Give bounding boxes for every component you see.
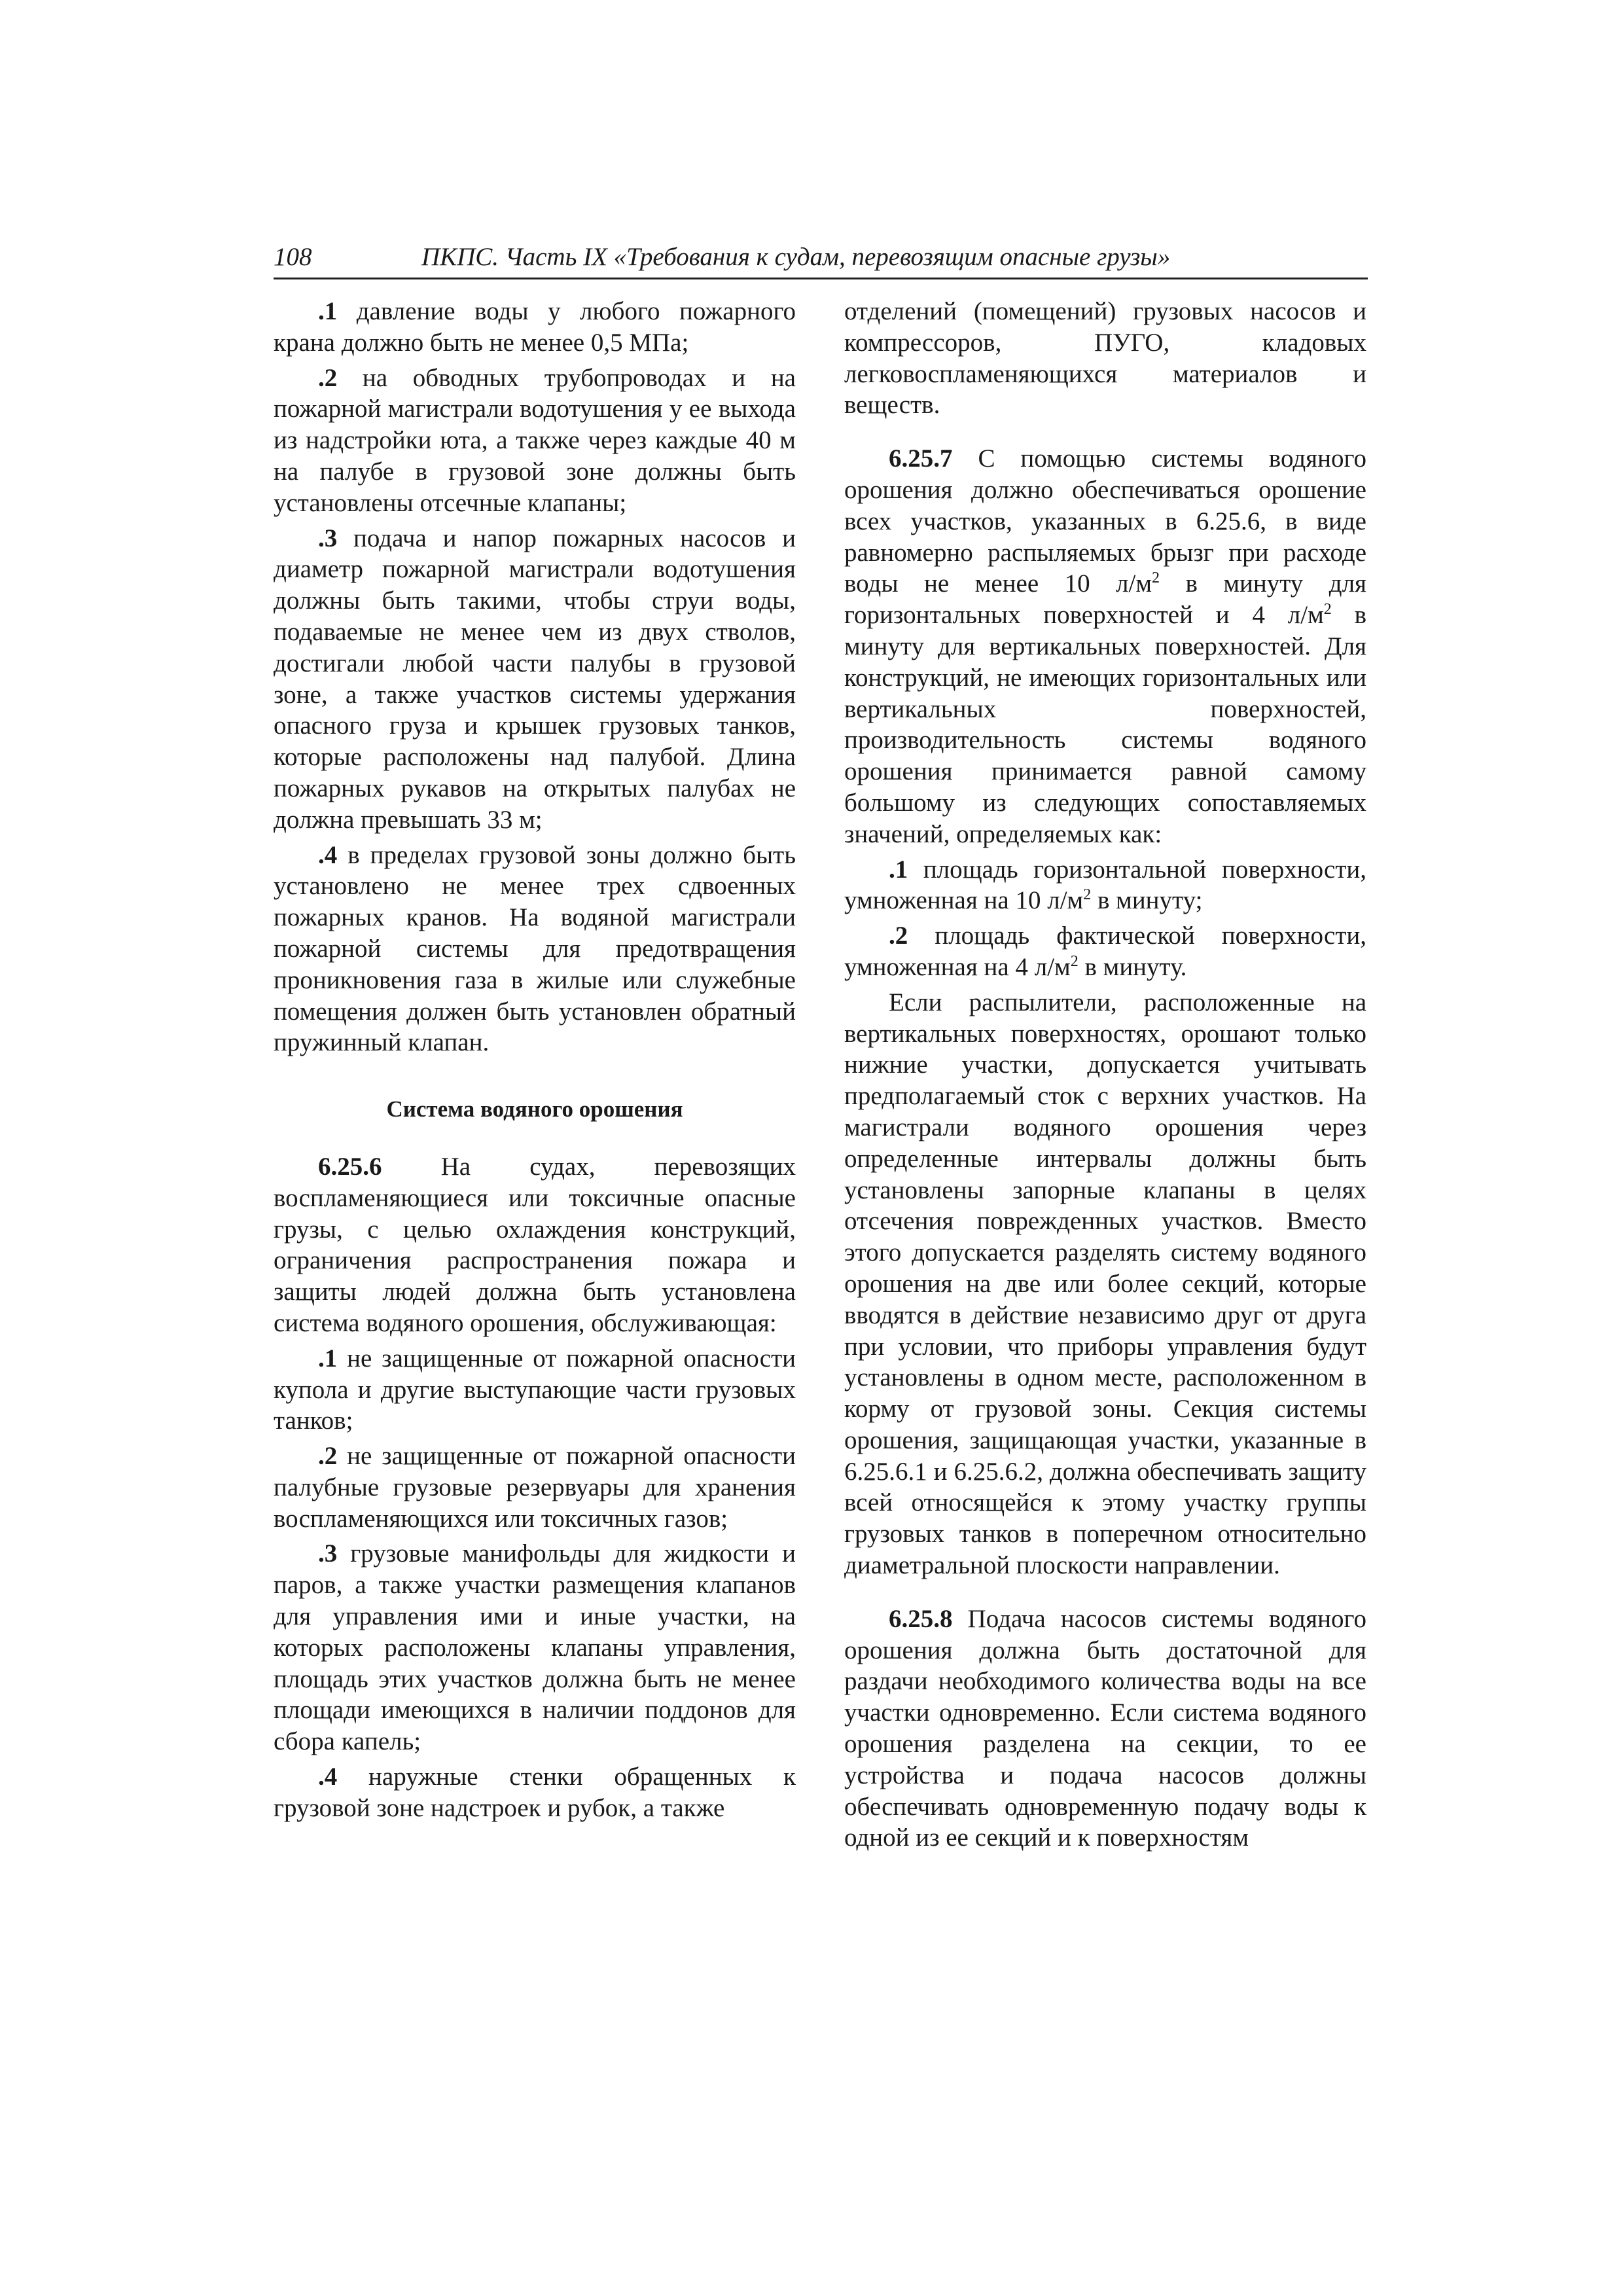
- section-heading: Система водяного орошения: [386, 1096, 683, 1122]
- paragraph-6-25-6-1: [274, 1343, 796, 1437]
- item-text: на обводных трубопроводах и на пожарной магистрали водотушения у ее выхода из надстройки юта, а также через каждые 40 м на палубе в грузовой зоне должны быть установлены отсечные клапаны;: [274, 363, 796, 517]
- paragraph-6-25-7-2: [844, 920, 1366, 983]
- item-text: подача и напор пожарных насосов и диаметр пожарной магистрали водотушения должны быть такими, чтобы струи воды, подаваемые не менее чем из двух стволов, достигали любой части палубы в грузовой зоне, а также участков системы удержания опасного груза и крышек грузовых танков, которые расположены над палубой. Длина пожарных рукавов на открытых палубах не должна превышать 33 м;: [274, 524, 796, 834]
- clause-text: С помощью системы водяного орошения должно обеспечиваться орошение всех участков, указанных в 6.25.6, в виде равномерно распыляемых брызг при расходе воды не менее 10 л/м: [844, 444, 1367, 598]
- paragraph-6-25-6: [274, 1151, 796, 1339]
- paragraph-item-3: [274, 523, 796, 836]
- paragraph-item-4: [274, 840, 796, 1059]
- paragraph-item-2: [274, 363, 796, 519]
- item-text: в минуту.: [1078, 952, 1187, 981]
- paragraph-6-25-8: [844, 1604, 1366, 1854]
- item-number: .2: [318, 1442, 338, 1471]
- paragraph-6-25-6-2: [274, 1441, 796, 1534]
- item-text: в минуту;: [1091, 886, 1203, 915]
- item-text: давление воды у любого пожарного крана должно быть не менее 0,5 МПа;: [274, 297, 796, 357]
- item-number: .1: [889, 855, 908, 884]
- item-number: .1: [318, 297, 338, 325]
- item-text: не защищенные от пожарной опасности палубные грузовые резервуары для хранения воспламеняющихся или токсичных газов;: [274, 1442, 796, 1533]
- page-number: 108: [274, 243, 312, 271]
- item-number: .3: [318, 524, 338, 552]
- item-number: .4: [318, 840, 338, 869]
- paragraph-item-1: [274, 296, 796, 359]
- left-column: [274, 296, 796, 1828]
- item-text: грузовые манифольды для жидкости и паров, а также участки размещения клапанов для управления ими и иные участки, на которых расположены клапаны управления, площадь этих участков должна быть не менее площади имеющихся в наличии поддонов для сбора капель;: [274, 1539, 796, 1756]
- superscript: 2: [1070, 952, 1079, 970]
- paragraph-6-25-7-1: [844, 854, 1366, 917]
- superscript: 2: [1152, 569, 1160, 587]
- clause-text: в минуту для горизонтальных поверхностей и 4 л/м: [844, 569, 1366, 630]
- item-text: площадь фактической поверхности, умноженная на 4 л/м: [844, 922, 1366, 981]
- item-text: не защищенные от пожарной опасности купола и другие выступающие части грузовых танков;: [274, 1344, 796, 1435]
- item-text: в пределах грузовой зоны должно быть установлено не менее трех сдвоенных пожарных кранов. На водяной магистрали пожарной системы для предотвращения проникновения газа в жилые или служебные помещения должен быть установлен обратный пружинный клапан.: [274, 840, 796, 1057]
- item-text: площадь горизонтальной поверхности, умноженная на 10 л/м: [844, 855, 1367, 915]
- paragraph-sprayers: Если распылители, расположенные на вертикальных поверхностях, орошают только нижние участки, допускается учитывать предполагаемый сток с верхних участков. На магистрали водяного орошения через определенные интервалы должны быть установлены запорные клапаны в целях отсечения поврежденных участков. Вместо этого допускается разделять систему водяного орошения на две или более секций, которые вводятся в действие независимо друг от друга при условии, что приборы управления будут установлены в одном месте, расположенном в корму от грузовой зоны. Секция системы орошения, защищающая участки, указанные в 6.25.6.1 и 6.25.6.2, должна обеспечивать защиту всей относящейся к этому участку группы грузовых танков в поперечном относительно диаметральной плоскости направлении.: [844, 988, 1366, 1580]
- item-number: .2: [318, 363, 338, 392]
- page-header: [274, 242, 1368, 279]
- item-number: .3: [318, 1539, 338, 1568]
- right-column: [844, 296, 1366, 1857]
- running-title: ПКПС. Часть IX «Требования к судам, перевозящим опасные грузы»: [421, 243, 1171, 271]
- item-number: .2: [889, 922, 908, 950]
- clause-number: 6.25.7: [889, 444, 953, 473]
- item-number: .4: [318, 1763, 338, 1791]
- clause-number: 6.25.8: [889, 1604, 953, 1633]
- paragraph-continuation: отделений (помещений) грузовых насосов и компрессоров, ПУГО, кладовых легковоспламеняющихся материалов и веществ.: [844, 297, 1366, 420]
- item-text: наружные стенки обращенных к грузовой зоне надстроек и рубок, а также: [274, 1763, 796, 1822]
- clause-number: 6.25.6: [318, 1152, 382, 1181]
- clause-text: На судах, перевозящих воспламеняющиеся или токсичные опасные грузы, с целью охлаждения конструкций, ограничения распространения пожара и защиты людей должна быть установлена система водяного орошения, обслуживающая:: [274, 1152, 796, 1337]
- clause-text: Подача насосов системы водяного орошения должна быть достаточной для раздачи необходимого количества воды на все участки одновременно. Если система водяного орошения разделена на секции, то ее устройства и подача насосов должны обеспечивать одновременную подачу воды к одной из ее секций и к поверхностям: [844, 1604, 1366, 1852]
- superscript: 2: [1083, 886, 1092, 904]
- clause-text: в минуту для вертикальных поверхностей. Для конструкций, не имеющих горизонтальных или вертикальных поверхностей, производительность системы водяного орошения принимается равной самому большому из следующих сопоставляемых значений, определяемых как:: [844, 601, 1367, 848]
- item-number: .1: [318, 1344, 338, 1372]
- paragraph-6-25-6-4: [274, 1761, 796, 1824]
- paragraph-6-25-6-3: [274, 1538, 796, 1757]
- superscript: 2: [1323, 601, 1332, 619]
- paragraph-6-25-7: [844, 443, 1366, 850]
